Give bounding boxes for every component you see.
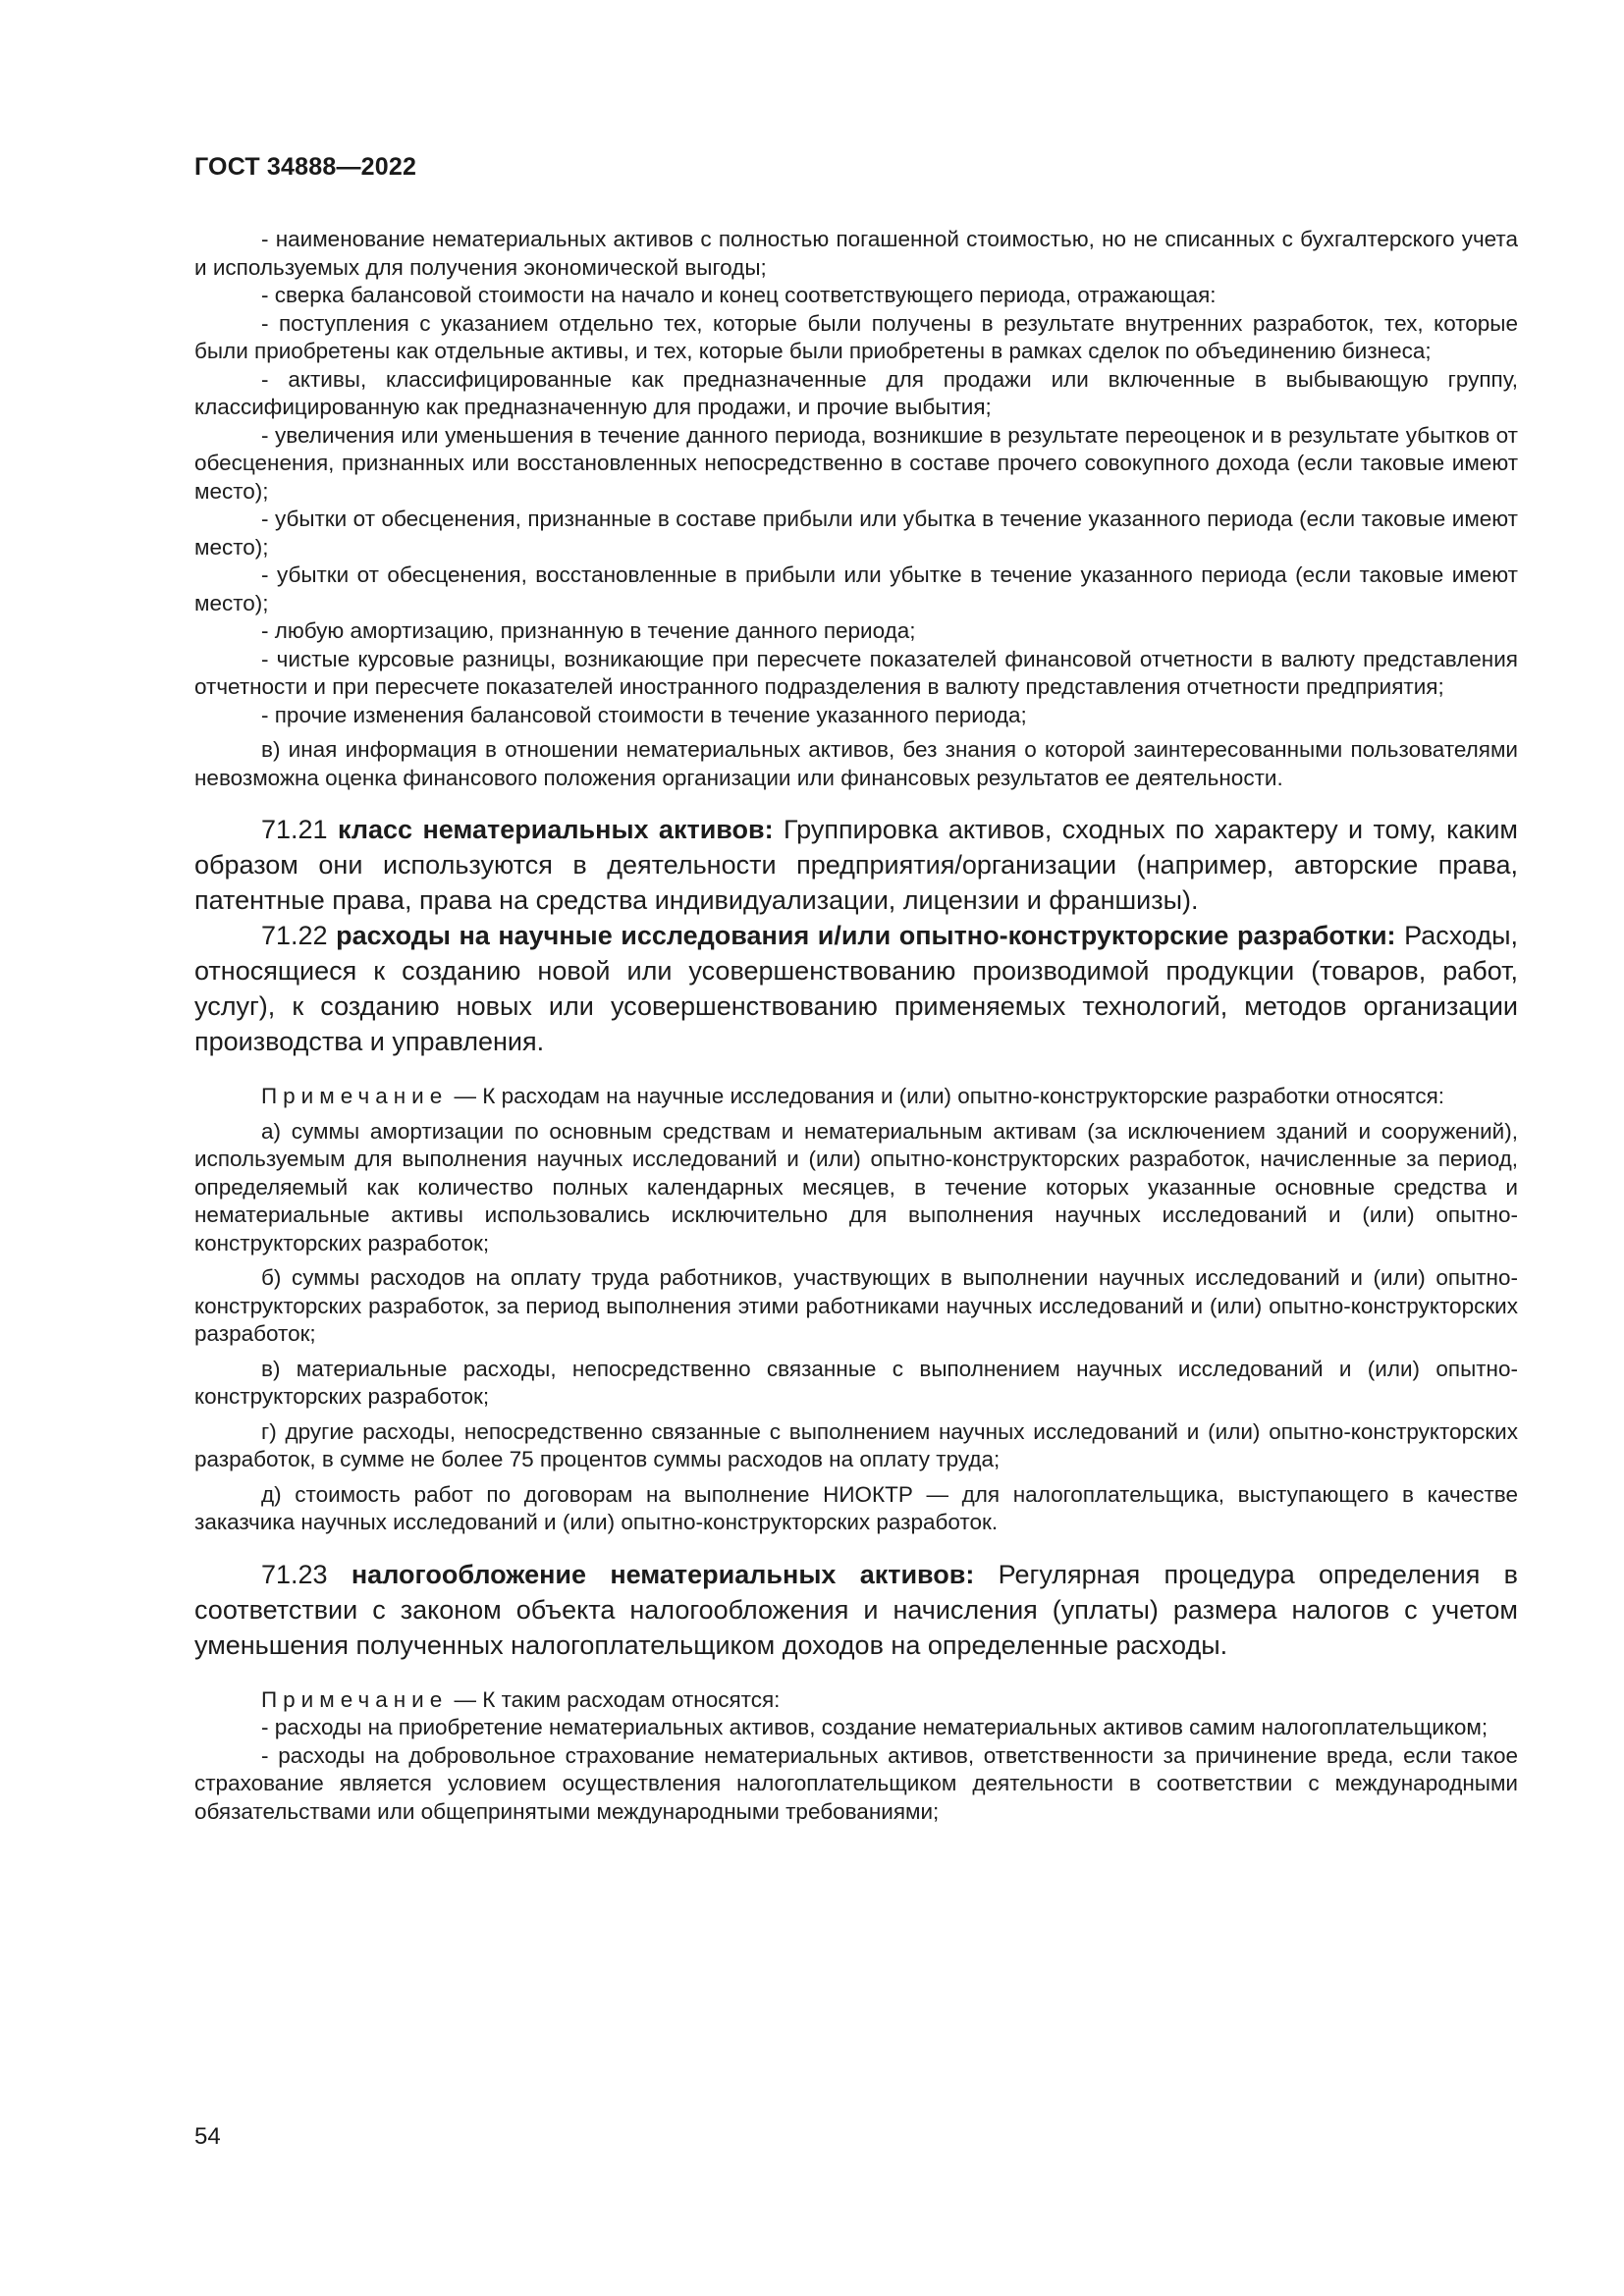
list-item: - увеличения или уменьшения в течение данного периода, возникшие в результате переоценок и в результате убытков от обесценения, признанных или восстановленных непосредственно в составе прочего совокупного дохода (если таковые имеют место); — [194, 422, 1518, 504]
list-item: - прочие изменения балансовой стоимости в течение указанного периода; — [261, 702, 1027, 727]
note-item: д) стоимость работ по договорам на выполнение НИОКТР — для налогоплательщика, выступающего в качестве заказчика научных исследований и (или) опытно-конструкторских разработок. — [194, 1481, 1518, 1534]
note-label: Примечание — [261, 1084, 449, 1108]
list-item-v: в) иная информация в отношении нематериальных активов, без знания о которой заинтересованными пользователями невозможна оценка финансового положения организации или финансовых результатов ее деятельности. — [194, 737, 1518, 790]
entry-term: налогообложение нематериальных активов: — [351, 1559, 975, 1589]
list-item: - чистые курсовые разницы, возникающие при пересчете показателей финансовой отчетности в валюту представления отчетности и при пересчете показателей иностранного подразделения в валюту представления отчетности предприятия; — [194, 646, 1518, 699]
note-item: б) суммы расходов на оплату труда работников, участвующих в выполнении научных исследований и (или) опытно-конструкторских разработок, за период выполнения этими работниками научных исследований и (или) опытно-конструкторских разработок; — [194, 1265, 1518, 1346]
entry-number: 71.22 — [261, 921, 328, 950]
note-paragraph — [194, 1083, 1518, 1111]
list-item: - сверка балансовой стоимости на начало и конец соответствующего периода, отражающая: — [261, 283, 1217, 307]
page-number: 54 — [194, 2123, 221, 2150]
list-item: - убытки от обесценения, восстановленные в прибыли или убытке в течение указанного периода (если таковые имеют место); — [194, 562, 1518, 615]
document-header: ГОСТ 34888—2022 — [194, 153, 417, 181]
term-entry-71-21 — [194, 812, 1518, 918]
list-item: - наименование нематериальных активов с полностью погашенной стоимостью, но не списанных с бухгалтерского учета и используемых для получения экономической выгоды; — [194, 227, 1518, 280]
term-entry-71-23 — [194, 1557, 1518, 1663]
note-text: — К таким расходам относятся: — [454, 1686, 781, 1712]
note-item: - расходы на добровольное страхование нематериальных активов, ответственности за причинение вреда, если такое страхование является условием осуществления налогоплательщиком деятельности в соответствии с международными обязательствами или общепринятыми международными требованиями; — [194, 1742, 1518, 1824]
entry-number: 71.23 — [261, 1559, 328, 1589]
document-body — [194, 226, 1518, 1826]
note-item: - расходы на приобретение нематериальных активов, создание нематериальных активов самим налогоплательщиком; — [261, 1715, 1489, 1739]
list-item: - убытки от обесценения, признанные в составе прибыли или убытка в течение указанного периода (если таковые имеют место); — [194, 507, 1518, 560]
note-item: г) другие расходы, непосредственно связанные с выполнением научных исследований и (или) опытно-конструкторских разработок, в сумме не более 75 процентов суммы расходов на оплату труда; — [194, 1418, 1518, 1471]
entry-definition: Регулярная процедура определения в соответствии с законом объекта налогообложения и начисления (уплаты) размера налогов с учетом уменьшения полученных налогоплательщиком доходов на определенные расходы. — [194, 1559, 1518, 1660]
note-text: — К расходам на научные исследования и (или) опытно-конструкторские разработки относятся: — [454, 1084, 1445, 1108]
entry-number: 71.21 — [261, 815, 328, 844]
term-entry-71-22 — [194, 918, 1518, 1059]
note-paragraph — [194, 1686, 1518, 1715]
note-label: Примечание — [261, 1686, 449, 1712]
list-item: - любую амортизацию, признанную в течение данного периода; — [261, 618, 916, 643]
list-item: - активы, классифицированные как предназначенные для продажи или включенные в выбывающую группу, классифицированную как предназначенную для продажи, и прочие выбытия; — [194, 366, 1518, 419]
entry-definition: Расходы, относящиеся к созданию новой или усовершенствованию производимой продукции (товаров, работ, услуг), к созданию новых или усовершенствованию применяемых технологий, методов организации производства и управления. — [194, 921, 1518, 1056]
entry-term: класс нематериальных активов: — [338, 815, 774, 844]
entry-definition: Группировка активов, сходных по характеру и тому, каким образом они используются в деятельности предприятия/организации (например, авторские права, патентные права, права на средства индивидуализации, лицензии и франшизы). — [194, 815, 1518, 915]
list-item: - поступления с указанием отдельно тех, которые были получены в результате внутренних разработок, тех, которые были приобретены как отдельные активы, и тех, которые были приобретены в рамках сделок по объединению бизнеса; — [194, 310, 1518, 363]
note-item: а) суммы амортизации по основным средствам и нематериальным активам (за исключением зданий и сооружений), используемым для выполнения научных исследований и (или) опытно-конструкторских разработок, начисленные за период, определяемый как количество полных календарных месяцев, в течение которых указанные основные средства и нематериальные активы использовались исключительно для выполнения научных исследований и (или) опытно-конструкторских разработок; — [194, 1118, 1518, 1255]
note-item: в) материальные расходы, непосредственно связанные с выполнением научных исследований и (или) опытно-конструкторских разработок; — [194, 1356, 1518, 1409]
entry-term: расходы на научные исследования и/или опытно-конструкторские разработки: — [336, 921, 1396, 950]
